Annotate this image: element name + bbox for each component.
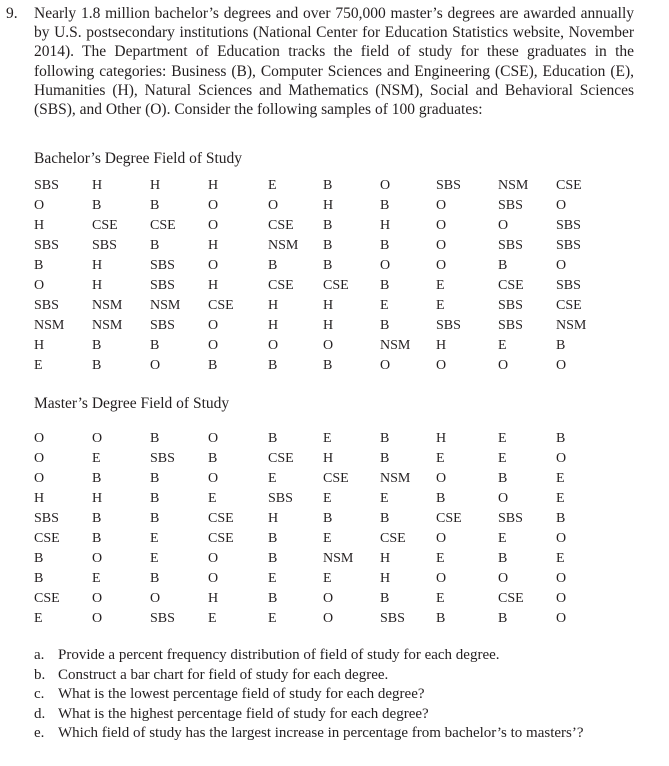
table-cell: H: [34, 491, 45, 506]
table-cell: SBS: [150, 611, 175, 626]
problem-intro: Nearly 1.8 million bachelor’s degrees and over 750,000 master’s degrees are awarded annually by U.S. postsecondary institutions (National Center for Education Statistics website, November 2014). The Department of Education tracks the field of study for these graduates in the following categories: Business (B), Computer Sciences and Engineering (CSE), Education (E), Humanities (H), Natural Sciences and Mathematics (NSM), Social and Behavioral Sciences (SBS), and Other (O). Consider the following samples of 100 graduates:: [34, 5, 634, 119]
table-cell: E: [268, 471, 277, 486]
table-cell: H: [92, 178, 103, 193]
table-cell: H: [268, 511, 279, 526]
table-cell: H: [34, 338, 45, 353]
table-cell: O: [34, 471, 45, 486]
question-a: [34, 646, 634, 666]
table-cell: SBS: [34, 238, 59, 253]
table-cell: O: [208, 218, 219, 233]
table-cell: O: [34, 278, 45, 293]
table-cell: B: [150, 571, 160, 586]
table-cell: O: [208, 318, 219, 333]
table-cell: B: [268, 258, 278, 273]
table-cell: SBS: [34, 511, 59, 526]
table-cell: B: [150, 198, 160, 213]
table-cell: O: [556, 531, 567, 546]
question-text: Which field of study has the largest increase in percentage from bachelor’s to masters’?: [58, 725, 584, 741]
table-cell: E: [208, 611, 217, 626]
table-cell: CSE: [380, 531, 406, 546]
table-cell: O: [92, 551, 103, 566]
table-cell: O: [34, 198, 45, 213]
table-cell: SBS: [150, 318, 175, 333]
table-cell: O: [208, 551, 219, 566]
table-cell: B: [556, 431, 566, 446]
table-cell: NSM: [380, 338, 411, 353]
table-cell: H: [150, 178, 161, 193]
table-cell: CSE: [208, 298, 234, 313]
table-cell: B: [498, 551, 508, 566]
table-cell: O: [150, 358, 161, 373]
table-cell: B: [380, 318, 390, 333]
table-cell: O: [436, 358, 447, 373]
table-row: [34, 589, 660, 609]
table-cell: E: [436, 298, 445, 313]
table-cell: NSM: [498, 178, 529, 193]
question-text: What is the highest percentage field of study for each degree?: [58, 705, 429, 722]
table-cell: O: [92, 591, 103, 606]
bachelors-data-grid: [34, 176, 660, 376]
table-cell: E: [150, 531, 159, 546]
table-row: [34, 469, 660, 489]
table-cell: CSE: [323, 471, 349, 486]
table-cell: B: [92, 358, 102, 373]
question-text: Construct a bar chart for field of study for each degree.: [58, 666, 389, 683]
question-letter: b.: [34, 666, 46, 683]
table-cell: CSE: [268, 278, 294, 293]
table-cell: SBS: [556, 278, 581, 293]
table-row: [34, 176, 660, 196]
table-cell: H: [380, 218, 391, 233]
table-cell: SBS: [436, 178, 461, 193]
table-cell: CSE: [498, 278, 524, 293]
table-cell: B: [34, 571, 44, 586]
table-cell: O: [436, 238, 447, 253]
table-cell: B: [323, 358, 333, 373]
table-row: [34, 196, 660, 216]
table-cell: H: [323, 198, 334, 213]
table-cell: B: [150, 238, 160, 253]
table-cell: E: [436, 591, 445, 606]
table-row: [34, 429, 660, 449]
table-cell: E: [323, 431, 332, 446]
table-row: [34, 449, 660, 469]
table-cell: SBS: [498, 198, 523, 213]
table-cell: NSM: [92, 318, 123, 333]
table-cell: H: [208, 238, 219, 253]
table-cell: NSM: [150, 298, 181, 313]
table-cell: B: [380, 278, 390, 293]
table-cell: B: [380, 451, 390, 466]
table-cell: E: [268, 178, 277, 193]
table-row: [34, 529, 660, 549]
table-cell: B: [34, 258, 44, 273]
table-cell: B: [380, 591, 390, 606]
table-cell: CSE: [150, 218, 176, 233]
table-cell: E: [498, 451, 507, 466]
table-cell: CSE: [498, 591, 524, 606]
table-cell: B: [498, 471, 508, 486]
table-cell: O: [556, 571, 567, 586]
table-cell: B: [556, 511, 566, 526]
table-cell: B: [150, 491, 160, 506]
table-cell: B: [380, 511, 390, 526]
table-cell: O: [92, 611, 103, 626]
table-row: [34, 336, 660, 356]
table-cell: H: [436, 338, 447, 353]
table-cell: H: [380, 551, 391, 566]
table-row: [34, 569, 660, 589]
table-cell: O: [268, 338, 279, 353]
table-cell: E: [498, 338, 507, 353]
table-cell: B: [92, 338, 102, 353]
table-cell: B: [268, 531, 278, 546]
table-cell: O: [556, 198, 567, 213]
table-cell: O: [268, 198, 279, 213]
table-cell: E: [323, 571, 332, 586]
table-cell: B: [268, 551, 278, 566]
table-cell: H: [208, 591, 219, 606]
table-cell: CSE: [323, 278, 349, 293]
table-row: [34, 489, 660, 509]
table-cell: E: [150, 551, 159, 566]
question-list: [34, 646, 634, 744]
table-cell: E: [92, 451, 101, 466]
table-cell: E: [34, 358, 43, 373]
table-cell: O: [556, 591, 567, 606]
table-cell: CSE: [208, 511, 234, 526]
table-row: [34, 549, 660, 569]
table-cell: B: [92, 198, 102, 213]
table-cell: O: [556, 451, 567, 466]
question-c: [34, 685, 634, 705]
table-cell: O: [34, 431, 45, 446]
table-cell: CSE: [34, 531, 60, 546]
table-cell: SBS: [150, 451, 175, 466]
masters-data-grid: [34, 429, 660, 629]
table-cell: O: [556, 258, 567, 273]
table-cell: SBS: [498, 318, 523, 333]
table-cell: CSE: [34, 591, 60, 606]
table-cell: B: [323, 238, 333, 253]
table-cell: E: [498, 431, 507, 446]
table-row: [34, 356, 660, 376]
table-cell: H: [34, 218, 45, 233]
table-cell: CSE: [436, 511, 462, 526]
table-row: [34, 609, 660, 629]
table-cell: O: [436, 571, 447, 586]
table-cell: B: [323, 511, 333, 526]
question-text: Provide a percent frequency distribution of field of study for each degree.: [58, 647, 500, 663]
table-cell: O: [556, 358, 567, 373]
table-cell: SBS: [498, 238, 523, 253]
table-cell: NSM: [34, 318, 65, 333]
table-cell: O: [498, 571, 509, 586]
table-cell: H: [208, 178, 219, 193]
table-cell: E: [208, 491, 217, 506]
table-cell: NSM: [556, 318, 587, 333]
table-cell: NSM: [323, 551, 354, 566]
table-cell: O: [208, 471, 219, 486]
table-cell: B: [436, 611, 446, 626]
table-cell: E: [380, 491, 389, 506]
table-cell: H: [208, 278, 219, 293]
table-cell: E: [380, 298, 389, 313]
table-cell: E: [436, 451, 445, 466]
table-cell: O: [208, 431, 219, 446]
table-cell: E: [498, 531, 507, 546]
table-cell: H: [92, 278, 103, 293]
bachelors-caption: Bachelor’s Degree Field of Study: [34, 150, 243, 167]
problem-number: 9.: [6, 5, 18, 22]
table-row: [34, 216, 660, 236]
table-cell: O: [323, 611, 334, 626]
table-cell: E: [323, 491, 332, 506]
question-d: [34, 705, 634, 725]
table-cell: O: [208, 258, 219, 273]
table-cell: SBS: [498, 511, 523, 526]
table-cell: B: [498, 611, 508, 626]
table-cell: H: [323, 318, 334, 333]
table-cell: O: [436, 258, 447, 273]
table-cell: NSM: [380, 471, 411, 486]
table-cell: E: [92, 571, 101, 586]
table-cell: SBS: [380, 611, 405, 626]
table-cell: B: [150, 471, 160, 486]
table-cell: E: [436, 551, 445, 566]
table-cell: B: [150, 511, 160, 526]
table-cell: O: [498, 491, 509, 506]
table-cell: CSE: [556, 178, 582, 193]
table-cell: O: [380, 358, 391, 373]
table-cell: B: [268, 591, 278, 606]
table-cell: B: [380, 198, 390, 213]
table-cell: B: [150, 431, 160, 446]
question-letter: d.: [34, 705, 46, 722]
table-cell: O: [436, 471, 447, 486]
table-cell: B: [436, 491, 446, 506]
table-cell: SBS: [436, 318, 461, 333]
table-cell: E: [436, 278, 445, 293]
table-cell: O: [380, 178, 391, 193]
table-cell: O: [436, 198, 447, 213]
table-row: [34, 509, 660, 529]
table-cell: CSE: [92, 218, 118, 233]
table-cell: O: [323, 338, 334, 353]
table-cell: E: [268, 611, 277, 626]
table-cell: CSE: [268, 451, 294, 466]
table-cell: O: [498, 218, 509, 233]
table-row: [34, 276, 660, 296]
table-cell: H: [268, 318, 279, 333]
table-cell: H: [268, 298, 279, 313]
table-cell: O: [556, 611, 567, 626]
table-cell: E: [268, 571, 277, 586]
table-cell: SBS: [556, 218, 581, 233]
table-cell: B: [498, 258, 508, 273]
table-row: [34, 296, 660, 316]
question-text: What is the lowest percentage field of study for each degree?: [58, 686, 425, 702]
table-cell: H: [436, 431, 447, 446]
table-cell: O: [436, 531, 447, 546]
table-cell: CSE: [556, 298, 582, 313]
table-cell: H: [323, 298, 334, 313]
table-cell: H: [323, 451, 334, 466]
table-cell: SBS: [498, 298, 523, 313]
table-cell: H: [380, 571, 391, 586]
table-cell: SBS: [34, 178, 59, 193]
table-cell: E: [556, 491, 565, 506]
table-cell: O: [323, 591, 334, 606]
masters-caption: Master’s Degree Field of Study: [34, 395, 230, 412]
table-cell: B: [556, 338, 566, 353]
table-cell: B: [34, 551, 44, 566]
table-cell: B: [323, 218, 333, 233]
table-row: [34, 316, 660, 336]
table-cell: SBS: [34, 298, 59, 313]
table-cell: B: [208, 358, 218, 373]
question-letter: a.: [34, 647, 45, 663]
table-cell: B: [92, 531, 102, 546]
table-cell: B: [92, 511, 102, 526]
question-letter: c.: [34, 686, 45, 702]
table-cell: B: [150, 338, 160, 353]
question-letter: e.: [34, 725, 45, 741]
table-cell: B: [208, 451, 218, 466]
question-b: [34, 666, 634, 686]
table-cell: B: [268, 358, 278, 373]
table-cell: E: [323, 531, 332, 546]
table-cell: CSE: [208, 531, 234, 546]
table-cell: O: [436, 218, 447, 233]
table-cell: NSM: [268, 238, 299, 253]
table-cell: E: [556, 471, 565, 486]
question-e: [34, 724, 634, 744]
table-cell: E: [34, 611, 43, 626]
table-cell: NSM: [92, 298, 123, 313]
table-cell: O: [208, 571, 219, 586]
table-cell: SBS: [150, 258, 175, 273]
table-cell: O: [150, 591, 161, 606]
table-cell: B: [268, 431, 278, 446]
table-cell: E: [556, 551, 565, 566]
table-cell: SBS: [556, 238, 581, 253]
table-cell: SBS: [92, 238, 117, 253]
table-cell: O: [92, 431, 103, 446]
table-cell: O: [208, 198, 219, 213]
table-row: [34, 236, 660, 256]
table-cell: SBS: [150, 278, 175, 293]
table-cell: O: [498, 358, 509, 373]
table-cell: SBS: [268, 491, 293, 506]
table-cell: B: [92, 471, 102, 486]
table-cell: O: [380, 258, 391, 273]
table-cell: CSE: [268, 218, 294, 233]
table-cell: B: [380, 431, 390, 446]
table-cell: B: [323, 258, 333, 273]
table-row: [34, 256, 660, 276]
table-cell: O: [208, 338, 219, 353]
table-cell: H: [92, 258, 103, 273]
table-cell: B: [323, 178, 333, 193]
table-cell: B: [380, 238, 390, 253]
table-cell: H: [92, 491, 103, 506]
table-cell: O: [34, 451, 45, 466]
